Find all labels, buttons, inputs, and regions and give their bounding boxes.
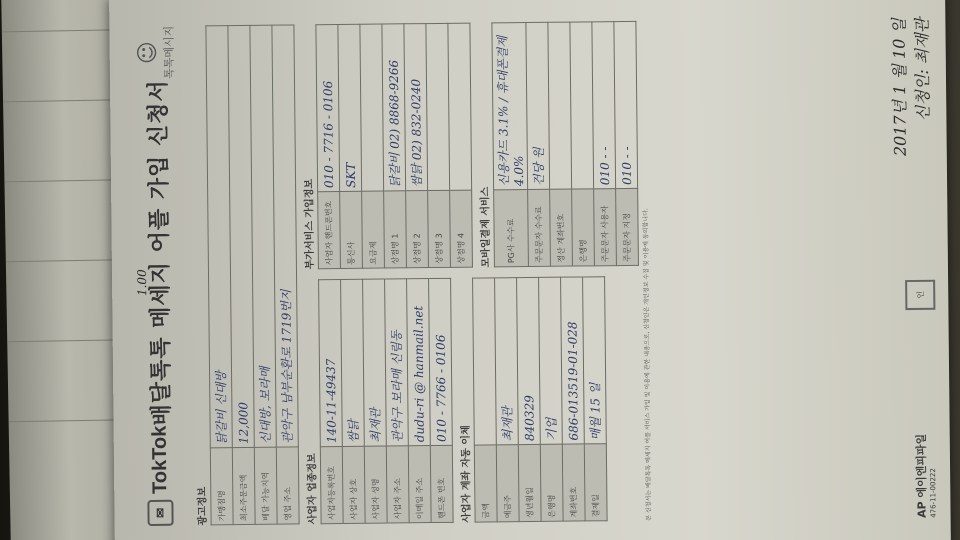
account-heading: 사업자 계좌 자동 이체 — [460, 425, 473, 523]
biz-address: 관악구 보라매 신림동 — [385, 279, 409, 446]
service-heading: 부가서비스 가입정보 — [304, 178, 316, 270]
card-table: PG사 수수료 신용카드 3.1% / 휴대폰결제 4.0% 주문문자 수수료 건당 원 정산 계좌번호 은행명 주문문자 사용자 010 - - 주문문자 지정 010 - - — [491, 21, 639, 268]
account-holder: 최재관 — [495, 278, 519, 445]
birth-date: 840329 — [517, 277, 541, 444]
min-order-value: 12,000 — [228, 25, 254, 447]
ad-info-heading: 광고정보 — [197, 486, 209, 526]
card-heading: 모바일결제 서비스 — [480, 186, 492, 268]
store-name-value: 닭갈비 신대방 — [206, 26, 232, 448]
signed-date: 2017년 1 월 10 일 — [889, 18, 910, 157]
service-table: 사업자 핸드폰번호 010 - 7716 - 0106 통신사 SKT 요금제 상점명 1 닭갈비 02) 8868-9266 상점명 2 쌈닭 02) 832-0240 상점명 3 상점명 4 — [315, 23, 473, 270]
account-number: 686-013519-01-028 — [561, 277, 585, 444]
bank-name: 기업 — [539, 277, 563, 444]
toktok-logo: ✉ TokTok — [147, 426, 174, 526]
store-1: 닭갈비 02) 8868-9266 — [382, 24, 406, 191]
terms-fine-print: 본 신청서는 배달톡톡 메세지 어플 서비스 가입 및 이용에 관한 내용으로, 신청인은 개인정보 수집 및 이용에 동의합니다. — [642, 208, 653, 521]
store-2: 쌈닭 02) 832-0240 — [404, 24, 428, 191]
application-form-sheet — [109, 0, 951, 540]
form-title: 배달톡톡 메세지 어플 가입 신청서 — [145, 79, 175, 426]
biz-reg-number: 140-11-49437 — [319, 279, 343, 446]
stamp-box: 인 — [905, 280, 935, 310]
delivery-area-value: 신대방, 보라매 — [250, 25, 276, 447]
biz-trade-name: 쌈닭 — [341, 279, 365, 446]
applicant-signature: 신청인: 최재관 — [912, 17, 933, 122]
chat-bubbles-icon: ☺ — [135, 40, 161, 65]
carrier: SKT — [338, 24, 362, 191]
business-info-heading: 사업자 업종정보 — [306, 453, 319, 525]
company-business-no: 476-11-00222 — [929, 468, 938, 518]
biz-phone: 010 - 7766 - 0106 — [429, 278, 453, 445]
business-address-value: 관악구 남부순환로 1719번지 — [272, 25, 298, 447]
toktok-logo-icon: ✉ — [147, 500, 173, 526]
service-phone: 010 - 7716 - 0106 — [316, 24, 340, 191]
company-name: AP 에이엔피파일 — [914, 433, 929, 518]
ad-info-table: 가맹점명 닭갈비 신대방 최소주문금액 12,000 배달 가능지역 신대방, 보라매 영업 주소 관악구 남부순환로 1719번지 — [205, 24, 299, 525]
business-info-table: 사업자등록번호 140-11-49437 사업자 상호 쌈닭 사업자 성명 최재관 사업자 주소 관악구 보라매 신림동 이메일 주소 dudu-ri @ hanmail.net 핸드폰 번호 010 - 7766 - 0106 — [318, 278, 454, 524]
brand-mark: ☺ 톡톡메시지 — [135, 25, 176, 79]
biz-owner-name: 최재관 — [363, 279, 387, 446]
biz-email: dudu-ri @ hanmail.net — [407, 279, 431, 446]
form-footer — [886, 18, 937, 518]
payment-day: 매월 15 일 — [583, 277, 607, 444]
form-document — [112, 0, 948, 540]
handwritten-note: 1.00 — [134, 269, 150, 297]
account-table: 금액 예금주 최재관 생년월일 840329 은행명 기업 계좌번호 686-013519-01-028 결제일 매월 15 일 — [472, 276, 608, 522]
